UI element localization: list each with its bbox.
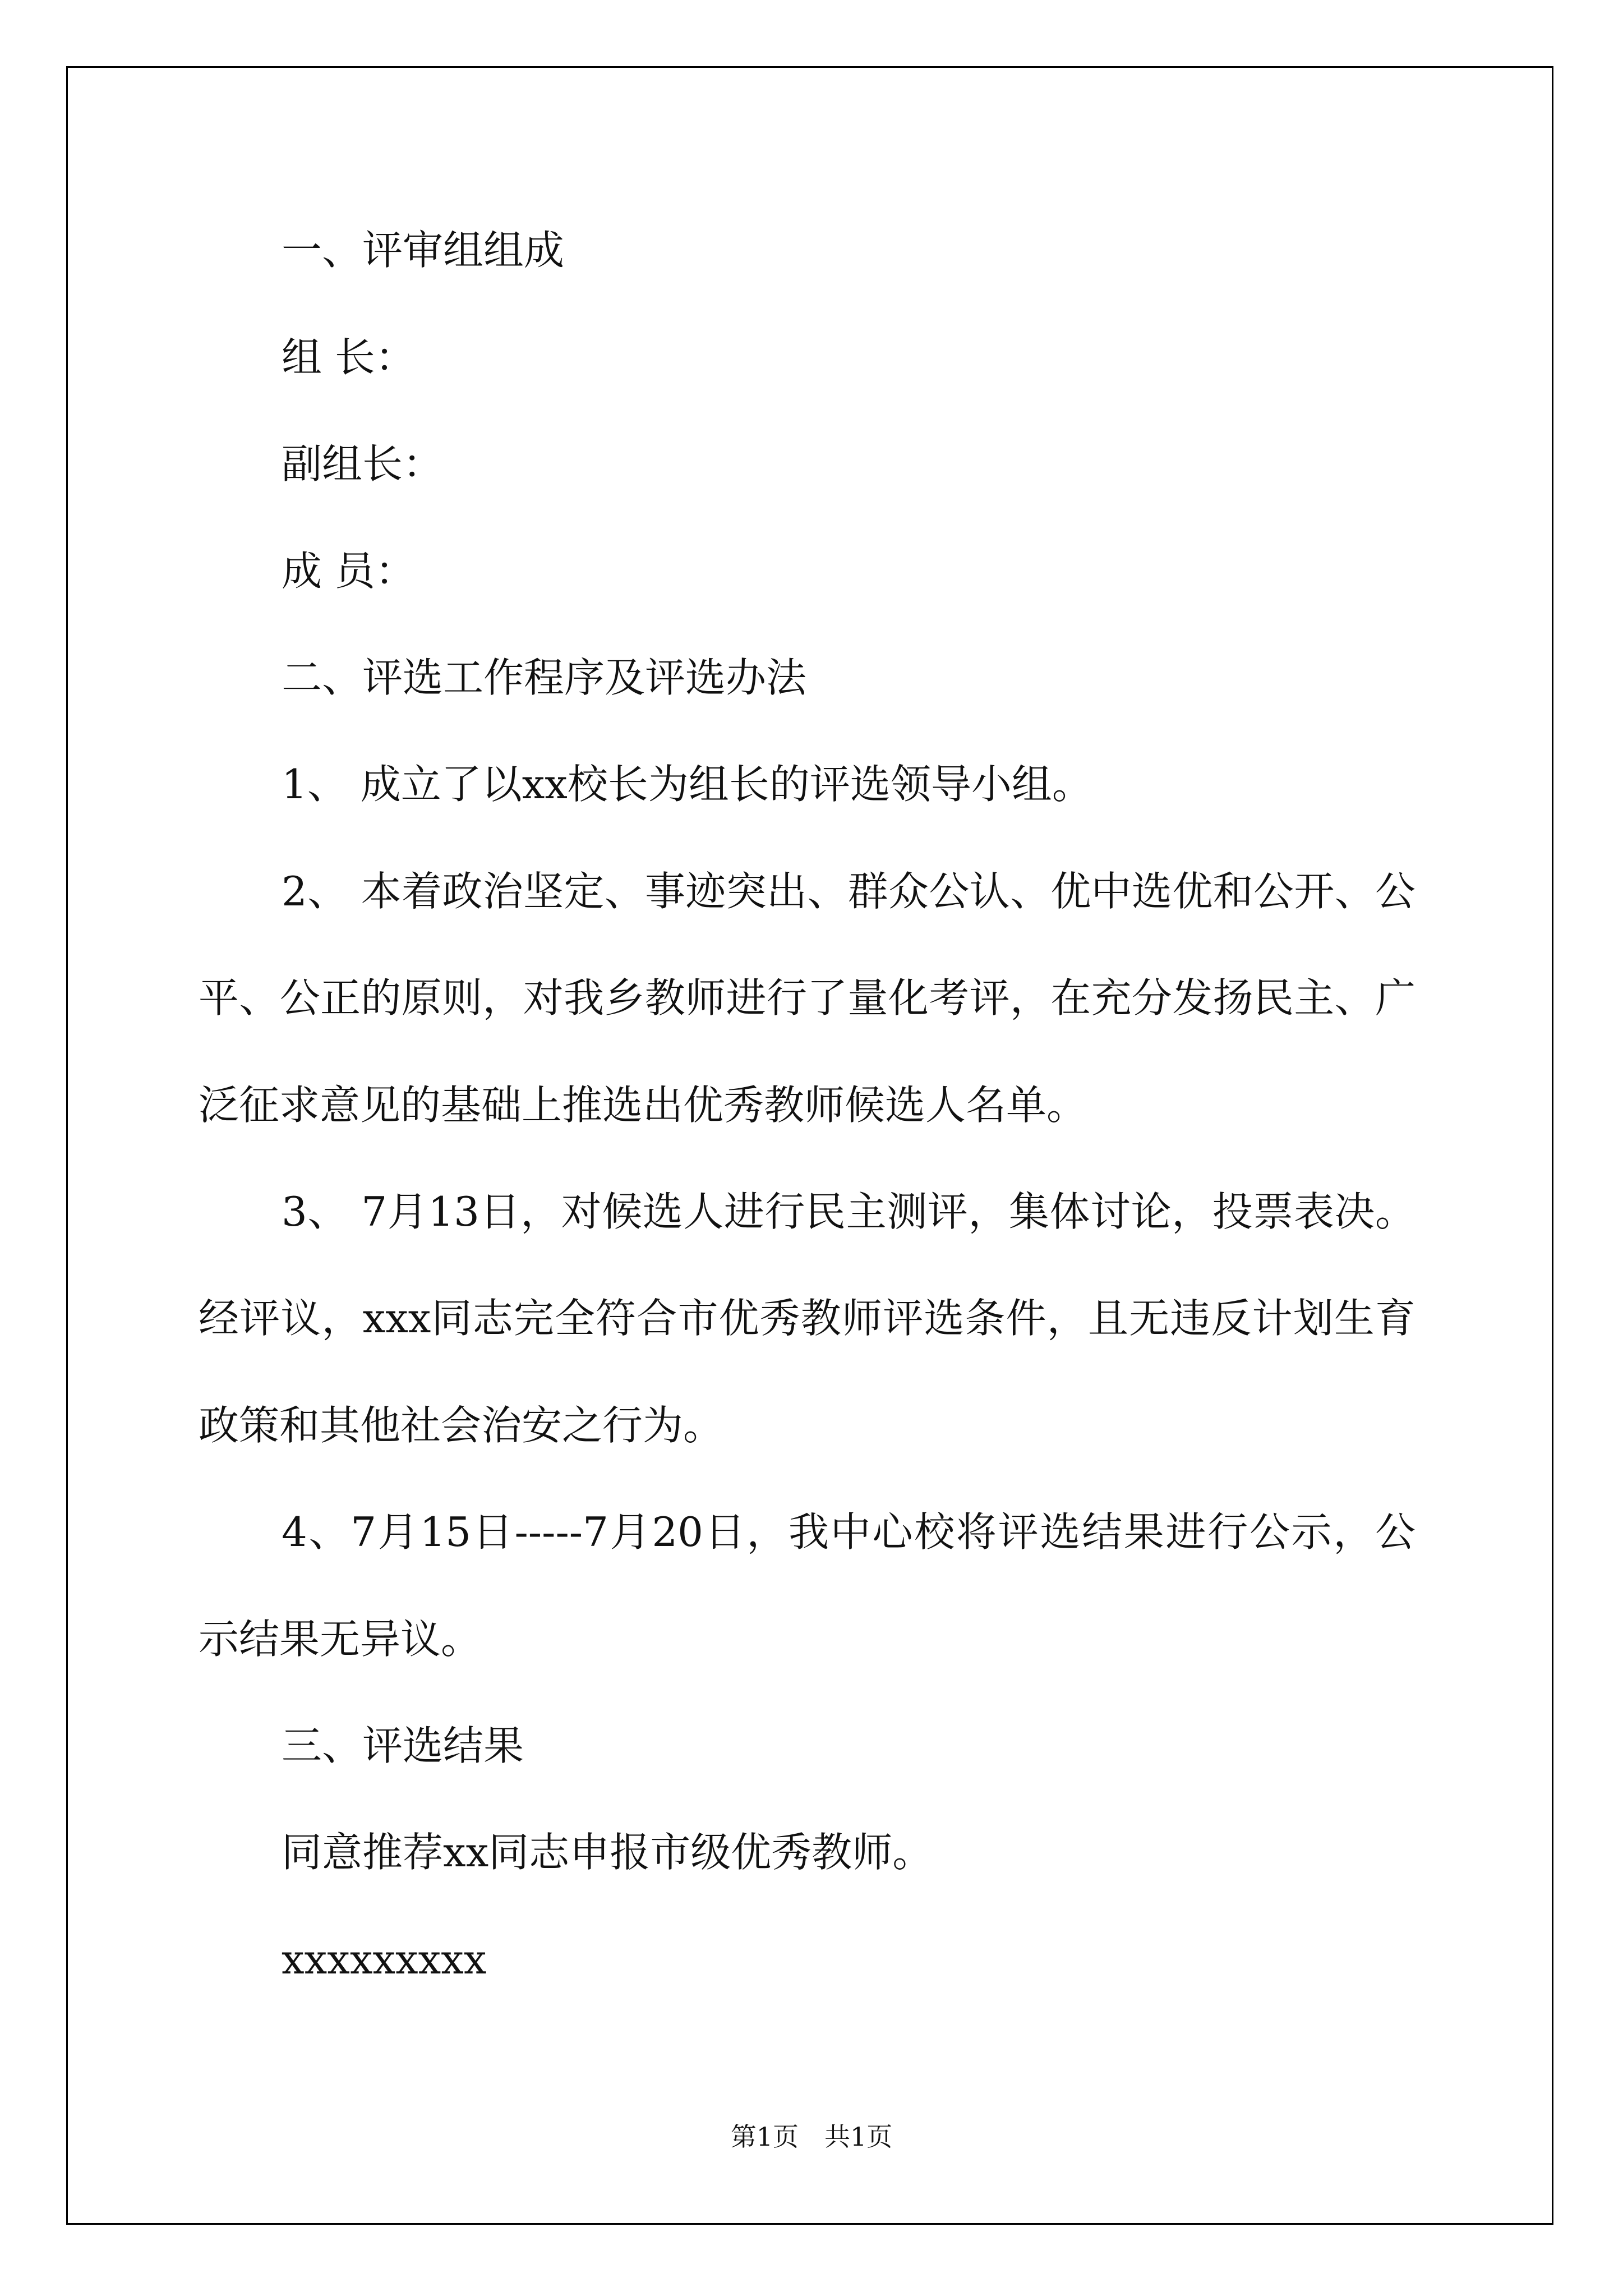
result-text: 同意推荐xx同志申报市级优秀教师。 bbox=[282, 1829, 933, 1876]
item-4-line-2: 示结果无异议。 bbox=[199, 1616, 482, 1663]
section-3-heading: 三、评选结果 bbox=[282, 1722, 524, 1769]
item-4-line-1: 4、7月15日-----7月20日，我中心校将评选结果进行公示，公 bbox=[282, 1508, 1415, 1556]
item-3-line-2: 经评议，xxx同志完全符合市优秀教师评选条件，且无违反计划生育 bbox=[199, 1295, 1415, 1342]
page-border bbox=[66, 66, 1553, 2225]
signature-placeholder: xxxxxxxxx bbox=[282, 1936, 487, 1983]
item-2-line-2: 平、公正的原则，对我乡教师进行了量化考评，在充分发扬民主、广 bbox=[199, 974, 1415, 1022]
deputy-leader-label: 副组长： bbox=[282, 440, 444, 487]
item-3-line-1: 3、 7月13日，对候选人进行民主测评，集体讨论，投票表决。 bbox=[282, 1188, 1415, 1235]
members-label: 成 员： bbox=[282, 547, 416, 595]
page-total: 共1页 bbox=[824, 2122, 893, 2152]
item-1-text: 1、 成立了以xx校长为组长的评选领导小组。 bbox=[282, 761, 1092, 808]
section-2-heading: 二、评选工作程序及评选办法 bbox=[282, 654, 807, 701]
item-2-line-1: 2、 本着政治坚定、事迹突出、群众公认、优中选优和公开、公 bbox=[282, 868, 1415, 915]
page-number: 第1页 bbox=[730, 2122, 799, 2152]
page-footer bbox=[0, 2124, 1623, 2150]
group-leader-label: 组 长： bbox=[282, 334, 416, 381]
item-2-line-3: 泛征求意见的基础上推选出优秀教师候选人名单。 bbox=[199, 1082, 1087, 1129]
item-3-line-3: 政策和其他社会治安之行为。 bbox=[199, 1402, 724, 1449]
section-1-heading: 一、评审组组成 bbox=[282, 227, 565, 274]
